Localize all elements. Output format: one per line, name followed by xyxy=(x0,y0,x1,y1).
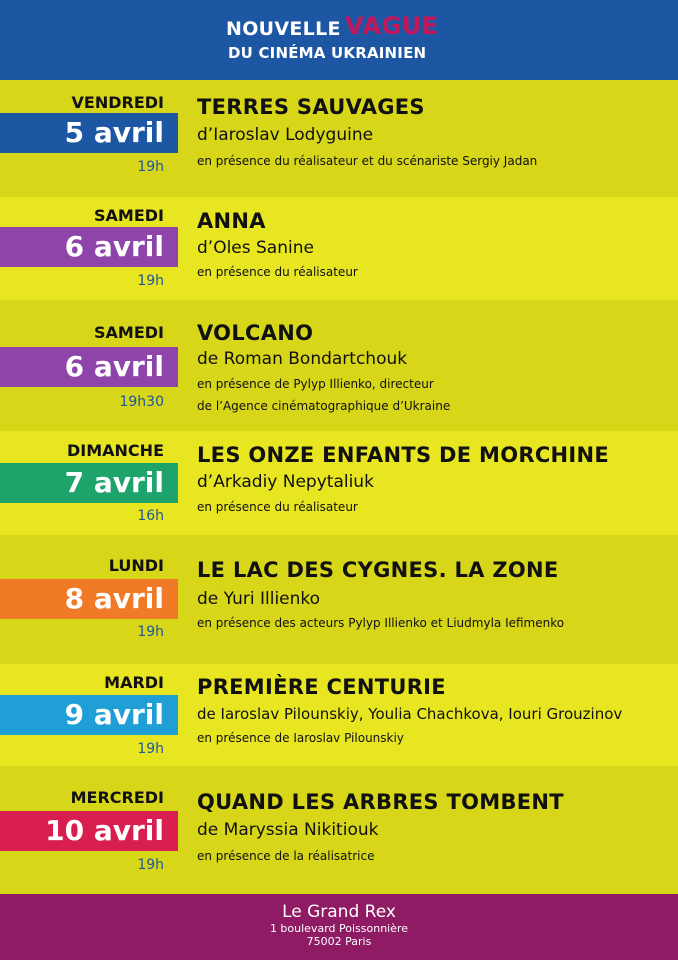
event-time: 19h xyxy=(137,159,164,175)
event-note: en présence de Iaroslav Pilounskiy xyxy=(197,731,404,745)
event-day: MARDI xyxy=(104,673,164,692)
header-vague: VAGUE xyxy=(345,12,439,40)
event-director: d’Iaroslav Lodyguine xyxy=(197,125,374,145)
event-time: 19h30 xyxy=(119,394,164,410)
event-day: LUNDI xyxy=(108,556,164,575)
event-time: 16h xyxy=(137,508,164,524)
event-time: 19h xyxy=(137,273,164,289)
event-note: de l’Agence cinématographique d’Ukraine xyxy=(197,399,451,413)
event-date: 6 avril xyxy=(0,347,178,387)
event-day: MERCREDI xyxy=(70,788,164,807)
event-title: VOLCANO xyxy=(197,321,314,345)
event-title: TERRES SAUVAGES xyxy=(197,95,425,119)
event-volcano xyxy=(0,300,678,431)
event-day: VENDREDI xyxy=(71,93,164,112)
event-premiere-centurie xyxy=(0,664,678,766)
event-date: 7 avril xyxy=(0,463,178,503)
venue-address-city: 75002 Paris xyxy=(306,935,372,948)
event-title: LES ONZE ENFANTS DE MORCHINE xyxy=(197,443,610,467)
event-terres-sauvages xyxy=(0,80,678,197)
event-director: de Yuri Illienko xyxy=(197,589,321,609)
header-banner xyxy=(0,0,678,80)
venue-address-street: 1 boulevard Poissonnière xyxy=(269,922,409,935)
event-time: 19h xyxy=(137,857,164,873)
event-day: DIMANCHE xyxy=(67,441,164,460)
event-director: d’Oles Sanine xyxy=(197,238,314,258)
event-note: en présence du réalisateur xyxy=(197,500,358,514)
event-day: SAMEDI xyxy=(94,323,164,342)
event-title: PREMIÈRE CENTURIE xyxy=(197,675,446,699)
venue-name: Le Grand Rex xyxy=(282,902,396,922)
event-anna xyxy=(0,197,678,300)
event-day: SAMEDI xyxy=(94,206,164,225)
event-note: en présence du réalisateur et du scénariste Sergiy Jadan xyxy=(197,154,538,168)
event-lac-des-cygnes xyxy=(0,535,678,664)
event-onze-enfants xyxy=(0,431,678,535)
event-director: de Maryssia Nikitiouk xyxy=(197,820,379,840)
event-date: 9 avril xyxy=(0,695,178,735)
event-director: d’Arkadiy Nepytaliuk xyxy=(197,472,374,492)
event-time: 19h xyxy=(137,741,164,757)
event-note: en présence de Pylyp Illienko, directeur xyxy=(197,377,434,391)
event-title: QUAND LES ARBRES TOMBENT xyxy=(197,790,564,814)
event-date: 10 avril xyxy=(0,811,178,851)
event-note: en présence du réalisateur xyxy=(197,265,358,279)
event-date: 8 avril xyxy=(0,579,178,619)
event-note: en présence des acteurs Pylyp Illienko et Liudmyla Iefimenko xyxy=(197,616,565,630)
event-title: ANNA xyxy=(197,209,266,233)
event-time: 19h xyxy=(137,624,164,640)
event-note: en présence de la réalisatrice xyxy=(197,849,375,863)
event-director: de Roman Bondartchouk xyxy=(197,349,408,369)
footer-venue xyxy=(0,894,678,960)
event-date: 6 avril xyxy=(0,227,178,267)
event-title: LE LAC DES CYGNES. LA ZONE xyxy=(197,558,559,582)
header-subtitle: DU CINÉMA UKRAINIEN xyxy=(228,44,427,62)
header-nouvelle: NOUVELLE xyxy=(226,18,341,40)
event-date: 5 avril xyxy=(0,113,178,153)
event-director: de Iaroslav Pilounskiy, Youlia Chachkova, Iouri Grouzinov xyxy=(197,705,623,723)
event-quand-les-arbres xyxy=(0,766,678,894)
